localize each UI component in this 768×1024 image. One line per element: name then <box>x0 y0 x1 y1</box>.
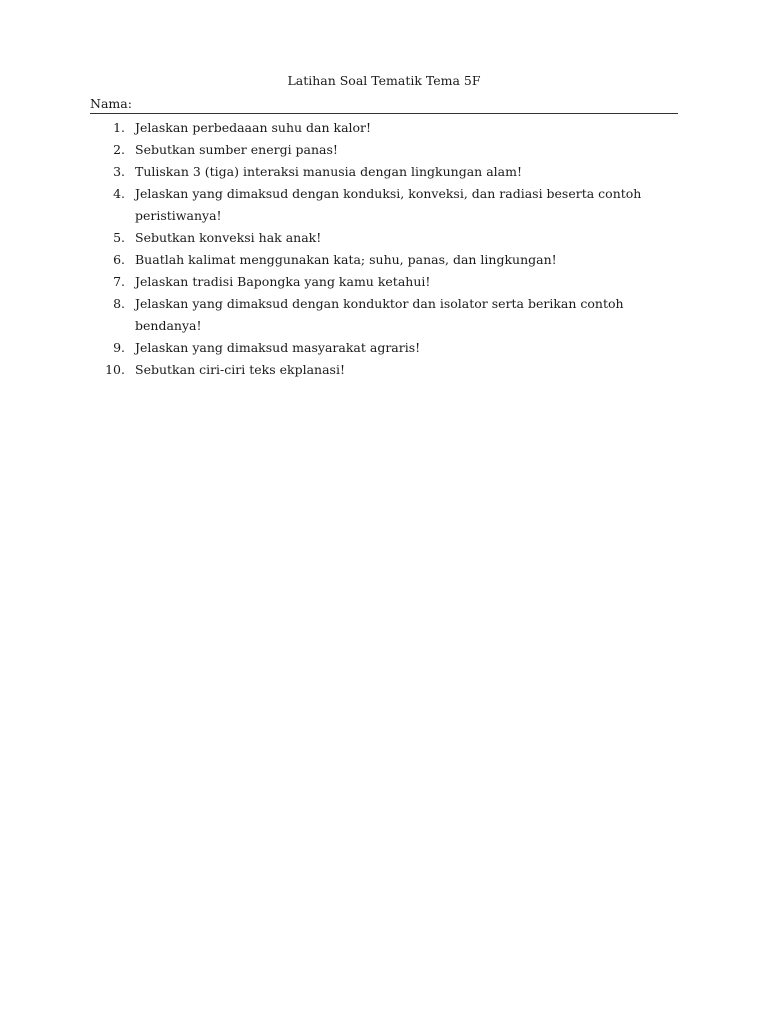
question-number: 7. <box>113 274 125 289</box>
list-item <box>90 271 678 293</box>
list-item <box>90 337 678 359</box>
question-number: 4. <box>113 186 125 201</box>
list-item <box>90 117 678 139</box>
question-text: Sebutkan konveksi hak anak! <box>135 230 322 245</box>
question-text: Jelaskan yang dimaksud masyarakat agraris! <box>135 340 421 355</box>
question-number: 1. <box>113 120 125 135</box>
list-item <box>90 249 678 271</box>
name-field <box>90 94 678 114</box>
question-number: 2. <box>113 142 125 157</box>
question-number: 5. <box>113 230 125 245</box>
question-text: Jelaskan perbedaaan suhu dan kalor! <box>135 120 372 135</box>
document-title: Latihan Soal Tematik Tema 5F <box>287 73 481 88</box>
list-item <box>90 359 678 381</box>
question-number: 9. <box>113 340 125 355</box>
question-text: Jelaskan yang dimaksud dengan konduktor dan isolator serta berikan contoh bendanya! <box>135 296 624 333</box>
question-number: 6. <box>113 252 125 267</box>
question-list <box>90 117 678 381</box>
question-text: Jelaskan tradisi Bapongka yang kamu ketahui! <box>135 274 431 289</box>
list-item <box>90 161 678 183</box>
list-item <box>90 293 678 337</box>
question-number: 3. <box>113 164 125 179</box>
question-text: Sebutkan ciri-ciri teks ekplanasi! <box>135 362 345 377</box>
question-text: Sebutkan sumber energi panas! <box>135 142 338 157</box>
question-number: 10. <box>105 362 125 377</box>
list-item <box>90 139 678 161</box>
name-label: Nama: <box>90 96 132 111</box>
list-item <box>90 227 678 249</box>
question-text: Jelaskan yang dimaksud dengan konduksi, konveksi, dan radiasi beserta contoh peristiwanya! <box>135 186 642 223</box>
question-number: 8. <box>113 296 125 311</box>
question-text: Tuliskan 3 (tiga) interaksi manusia dengan lingkungan alam! <box>135 164 522 179</box>
list-item <box>90 183 678 227</box>
question-text: Buatlah kalimat menggunakan kata; suhu, panas, dan lingkungan! <box>135 252 557 267</box>
